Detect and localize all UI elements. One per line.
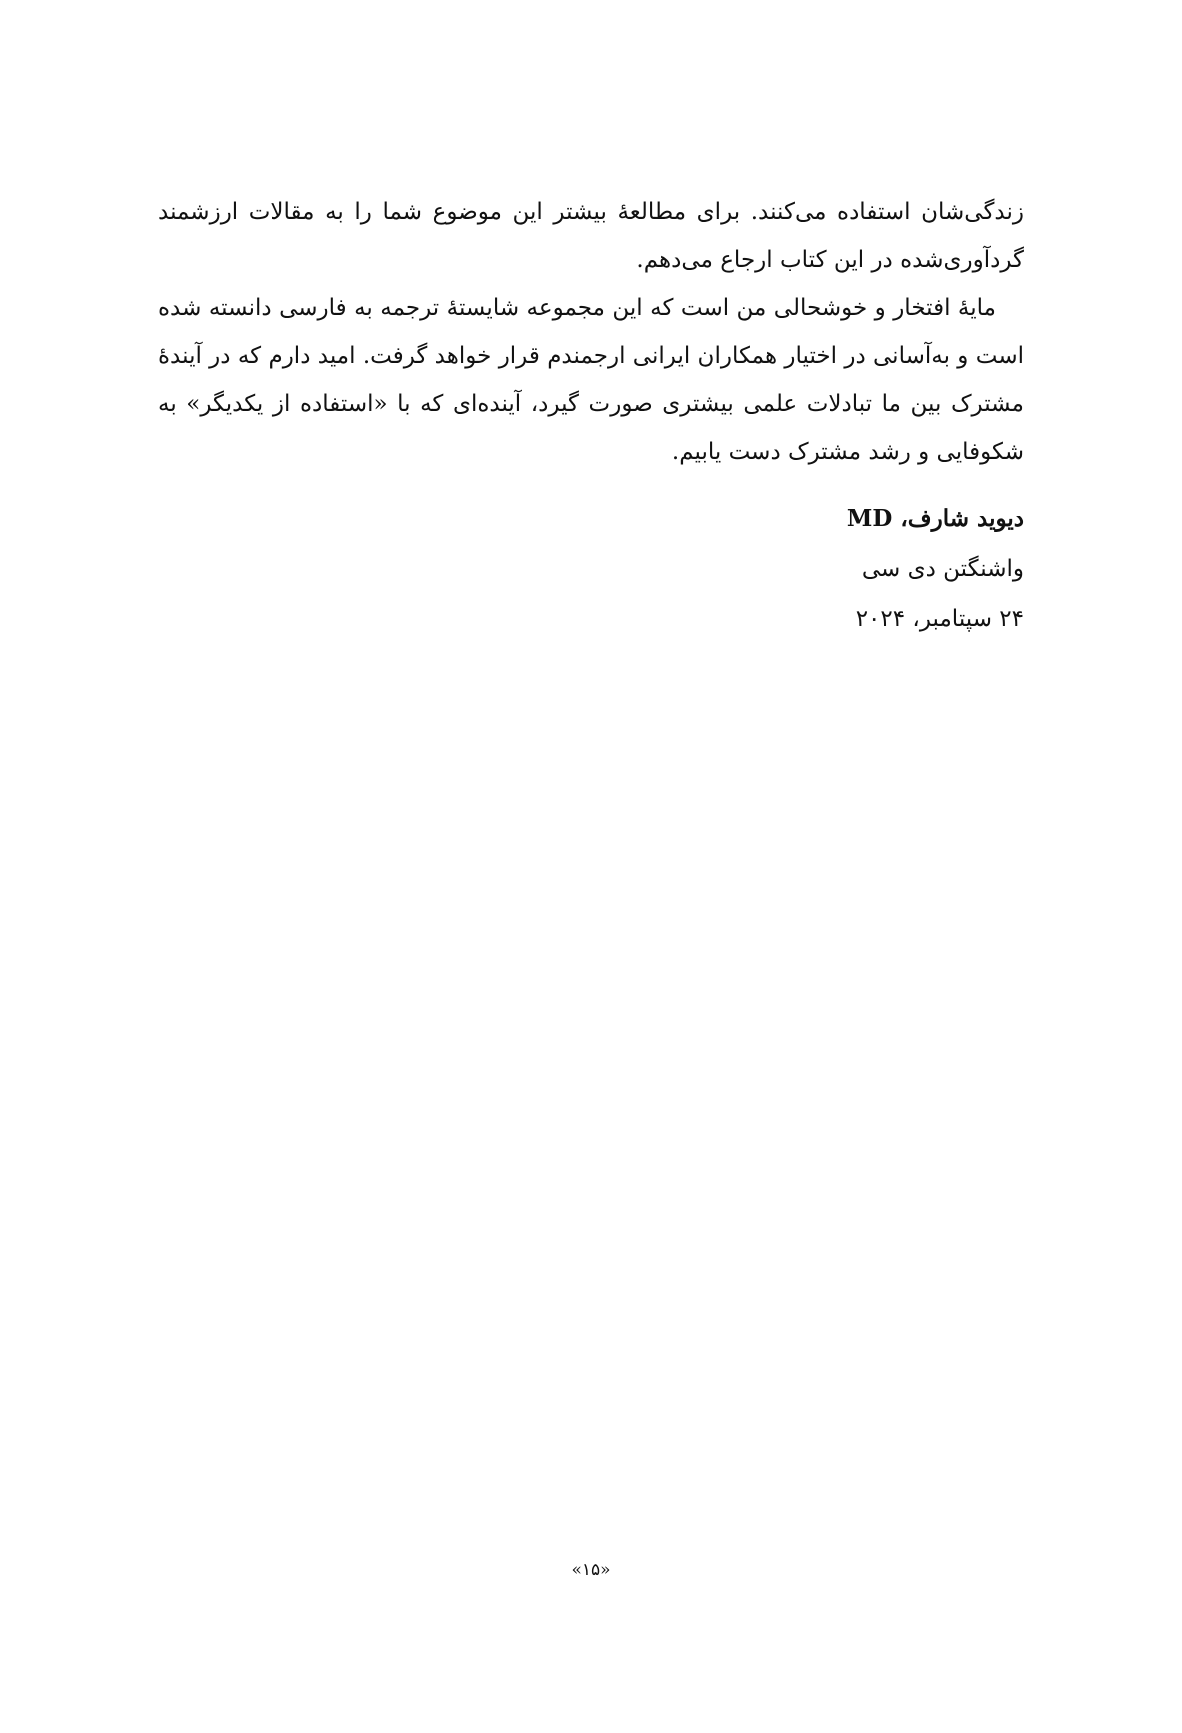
body-text — [158, 188, 1024, 476]
page-number: «۱۵» — [571, 1560, 611, 1580]
author-name: دیوید شارف، MD — [846, 505, 1024, 532]
author-location: واشنگتن دی سی — [861, 556, 1024, 582]
signature-date: ۲۴ سپتامبر، ۲۰۲۴ — [855, 606, 1024, 632]
signature-block — [524, 494, 1024, 644]
paragraph-continuation: زندگی‌شان استفاده می‌کنند. برای مطالعهٔ بیشتر این موضوع شما را به مقالات ارزشمند گردآوری‌شده در این کتاب ارجاع می‌دهم. — [158, 199, 1024, 273]
paragraph-acknowledgement: مایهٔ افتخار و خوشحالی من است که این مجموعه شایستهٔ ترجمه به فارسی دانسته شده است و به‌آسانی در اختیار همکاران ایرانی ارجمندم قرار خواهد گرفت. امید دارم که در آیندهٔ مشترک بین ما تبادلات علمی بیشتری صورت گیرد، آینده‌ای که با «استفاده از یکدیگر» به شکوفایی و رشد مشترک دست یابیم. — [158, 295, 1024, 465]
